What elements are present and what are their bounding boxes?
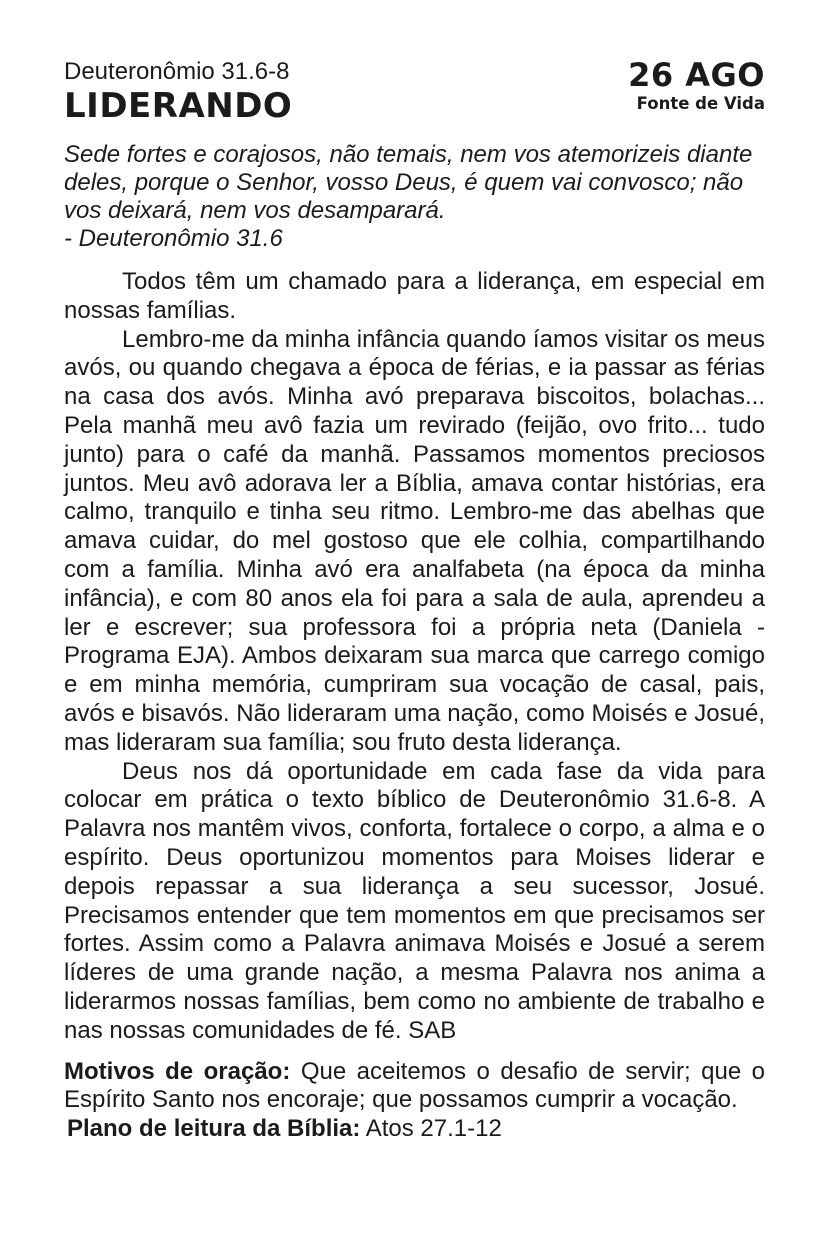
publication-name: Fonte de Vida — [636, 94, 765, 113]
prayer-motives-label: Motivos de oração: — [64, 1057, 291, 1085]
page-header — [64, 58, 765, 125]
prayer-motives-line — [64, 1058, 765, 1116]
date-label: 26 AGO — [628, 56, 765, 94]
devotional-body — [64, 268, 765, 1046]
page-title: LIDERANDO — [64, 86, 293, 126]
header-right — [628, 58, 765, 113]
body-paragraph-1: Todos têm um chamado para a liderança, em especial em nossas famílias. — [64, 268, 765, 324]
bible-reading-plan-line — [64, 1115, 765, 1144]
scripture-quote-reference: - Deuteronômio 31.6 — [64, 225, 283, 252]
scripture-quote — [64, 141, 765, 253]
prayer-motives-text: Que aceitemos o desafio de servir; que o Espírito Santo nos encoraje; que possamos cumprir a vocação. — [64, 1057, 766, 1114]
bible-passage-reference: Deuteronômio 31.6-8 — [64, 58, 290, 85]
scripture-quote-text: Sede fortes e corajosos, não temais, nem vos atemorizeis diante deles, porque o Senhor, vosso Deus, é quem vai convosco; não vos deixará, nem vos desamparará. — [64, 141, 753, 224]
body-paragraph-3: Deus nos dá oportunidade em cada fase da vida para colocar em prática o texto bíblico de Deuteronômio 31.6-8. A Palavra nos mantêm vivos, conforta, fortalece o corpo, a alma e o espírito. Deus oportunizou momentos para Moises liderar e depois repassar a sua liderança a seu sucessor, Josué. Precisamos entender que tem momentos em que precisamos ser fortes. Assim como a Palavra animava Moisés e Josué a serem líderes de uma grande nação, a mesma Palavra nos anima a liderarmos nossas famílias, bem como no ambiente de trabalho e nas nossas comunidades de fé. SAB — [64, 757, 765, 1044]
page-footer — [64, 1058, 765, 1144]
body-paragraph-2: Lembro-me da minha infância quando íamos visitar os meus avós, ou quando chegava a época de férias, e ia passar as férias na casa dos avós. Minha avó preparava biscoitos, bolachas... Pela manhã meu avô fazia um revirado (feijão, ovo frito... tudo junto) para o café da manhã. Passamos momentos preciosos juntos. Meu avô adorava ler a Bíblia, amava contar histórias, era calmo, tranquilo e tinha seu ritmo. Lembro-me das abelhas que amava cuidar, do mel gostoso que ele colhia, compartilhando com a família. Minha avó era analfabeta (na época da minha infância), e com 80 anos ela foi para a sala de aula, aprendeu a ler e escrever; sua professora foi a própria neta (Daniela - Programa EJA). Ambos deixaram sua marca que carrego comigo e em minha memória, cumpriram sua vocação de casal, pais, avós e bisavós. Não lideraram uma nação, como Moisés e Josué, mas lideraram sua família; sou fruto desta liderança. — [64, 325, 765, 756]
header-left — [64, 58, 292, 125]
reading-plan-text: Atos 27.1-12 — [365, 1115, 502, 1143]
reading-plan-label: Plano de leitura da Bíblia: — [67, 1115, 361, 1143]
